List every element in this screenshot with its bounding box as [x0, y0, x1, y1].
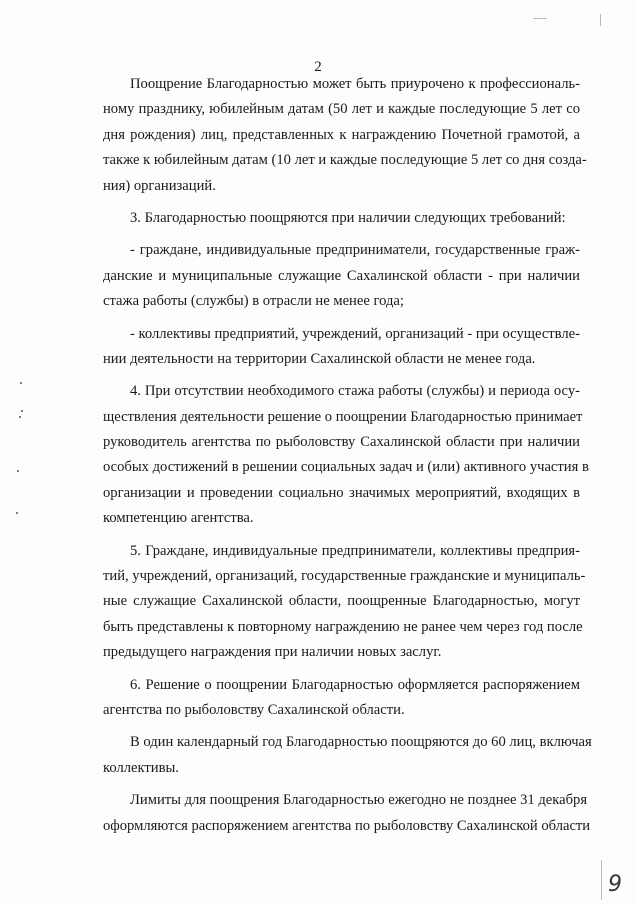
text-line: оформляются распоряжением агентства по рыболовству Сахалинской области	[103, 817, 591, 834]
text-line: стажа работы (службы) в отрасли не менее года;	[103, 293, 404, 310]
text-line: данские и муниципальные служащие Сахалинской области - при наличии	[103, 267, 580, 284]
text-line: также к юбилейным датам (10 лет и каждые последующие 5 лет со дня созда-	[103, 152, 587, 169]
text-line: особых достижений в решении социальных задач и (или) активного участия в	[103, 459, 589, 476]
scan-edge-mark	[533, 18, 547, 19]
document-body	[103, 72, 592, 846]
paragraph-citizens-requirement	[103, 238, 580, 314]
handwritten-page-mark: 9	[608, 872, 622, 897]
text-line: - коллективы предприятий, учреждений, организаций - при осуществле-	[130, 325, 580, 342]
text-line: ному празднику, юбилейным датам (50 лет и каждые последующие 5 лет со	[103, 101, 580, 118]
page-number: 2	[314, 59, 322, 75]
text-line: руководитель агентства по рыболовству Сахалинской области при наличии	[103, 434, 580, 451]
text-line: ществления деятельности решение о поощрении Благодарностью принимает	[103, 408, 583, 425]
paragraph-item-5	[103, 539, 586, 666]
text-line: - граждане, индивидуальные предприниматели, государственные граж-	[130, 242, 580, 259]
text-line: тий, учреждений, организаций, государственные гражданские и муниципаль-	[103, 568, 586, 585]
scan-edge-mark	[601, 860, 602, 900]
text-line: нии деятельности на территории Сахалинской области не менее года.	[103, 350, 536, 367]
text-line: ные служащие Сахалинской области, поощренные Благодарностью, могут	[103, 593, 580, 610]
text-line: ния) организаций.	[103, 177, 216, 194]
scan-edge-mark	[600, 14, 601, 26]
text-line: Поощрение Благодарностью может быть приурочено к профессиональ-	[130, 76, 580, 92]
text-line: В один календарный год Благодарностью поощряются до 60 лиц, включая	[130, 734, 592, 751]
scan-speck	[20, 382, 22, 384]
text-line: организации и проведении социально значимых мероприятий, входящих в	[103, 484, 580, 501]
text-line: дня рождения) лиц, представленных к награждению Почетной грамотой, а	[103, 126, 580, 143]
text-line: коллективы.	[103, 759, 179, 776]
text-line: 5. Граждане, индивидуальные предприниматели, коллективы предприя-	[130, 542, 580, 559]
text-line: Лимиты для поощрения Благодарностью ежегодно не позднее 31 декабря	[130, 792, 588, 809]
paragraph-awards-timing	[103, 72, 587, 199]
paragraph-item-4	[103, 379, 589, 531]
paragraph-item-3	[103, 206, 580, 231]
scan-speck	[16, 512, 18, 514]
paragraph-collectives-requirement	[103, 322, 580, 373]
paragraph-item-6	[103, 673, 580, 724]
text-line: 6. Решение о поощрении Благодарностью оформляется распоряжением	[130, 676, 580, 693]
paragraph-annual-limit	[103, 730, 592, 781]
text-line: компетенцию агентства.	[103, 510, 254, 527]
paragraph-limits-order	[103, 788, 591, 839]
scan-speck	[21, 410, 23, 412]
text-line: 4. При отсутствии необходимого стажа работы (службы) и периода осу-	[130, 383, 580, 400]
text-line: быть представлены к повторному награждению не ранее чем через год после	[103, 618, 583, 635]
text-line: 3. Благодарностью поощряются при наличии следующих требований:	[130, 209, 566, 226]
scan-speck	[17, 470, 19, 472]
text-line: агентства по рыболовству Сахалинской области.	[103, 701, 405, 718]
scan-speck	[19, 416, 21, 418]
text-line: предыдущего награждения при наличии новых заслуг.	[103, 644, 442, 661]
